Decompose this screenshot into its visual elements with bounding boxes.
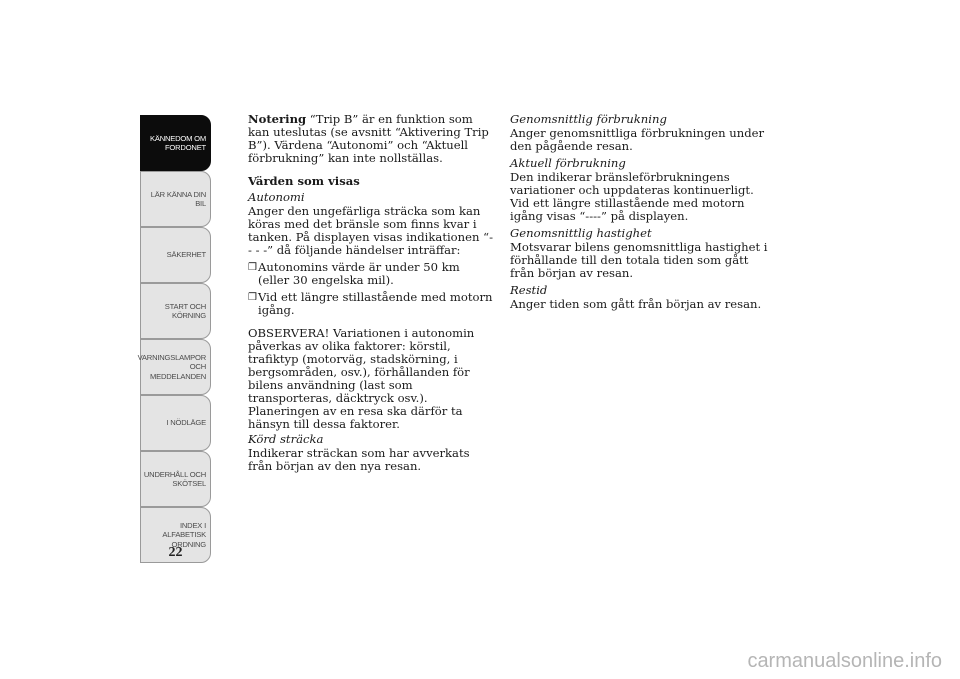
checkbox-bullet-icon: ❒ — [248, 262, 257, 273]
note-label: Notering — [248, 112, 307, 126]
tab-label: LÄR KÄNNA DIN BIL — [150, 189, 206, 208]
tab-label: UNDERHÅLL OCH SKÖTSEL — [143, 469, 206, 488]
list-item — [248, 261, 494, 287]
note-paragraph — [248, 113, 494, 165]
section-heading: Värden som visas — [248, 174, 360, 188]
tab-sakerhet[interactable] — [140, 227, 211, 283]
item-title: Aktuell förbrukning — [510, 156, 626, 170]
right-column — [510, 113, 772, 315]
kord-stracka-title: Körd sträcka — [248, 432, 324, 446]
bullet-text: Autonomins värde är under 50 km (eller 30 engelska mil). — [258, 260, 460, 287]
page-number: 22 — [168, 545, 183, 560]
kord-stracka-text: Indikerar sträckan som har avverkats från början av den nya resan. — [248, 446, 470, 473]
observera-text: OBSERVERA! Variationen i autonomin påverkas av olika faktorer: körstil, trafiktyp (motorväg, stadskörning, i bergsområden, osv.), förhållanden för bilens användning (last som transporteras, däcktryck osv.). Planeringen av en resa ska därför ta hänsyn till dessa faktorer. — [248, 326, 475, 431]
list-item — [248, 291, 494, 317]
checkbox-bullet-icon: ❒ — [248, 292, 257, 303]
tab-label: I NÖDLÄGE — [166, 418, 206, 428]
chapter-tabs — [137, 115, 211, 563]
item-text: Anger tiden som gått från början av resan. — [510, 297, 762, 311]
note-text: “Trip B” är en funktion som kan uteslutas (se avsnitt “Aktivering Trip B”). Värdena “Autonomi” och “Aktuell förbrukning” kan inte nollställas. — [248, 112, 489, 165]
tab-label: SÄKERHET — [166, 250, 206, 260]
tab-label: KÄNNEDOM OM FORDONET — [149, 133, 206, 152]
tab-varningslampor[interactable] — [137, 339, 211, 395]
tab-label: VARNINGSLAMPOR OCH MEDDELANDEN — [137, 352, 206, 381]
item-text: Motsvarar bilens genomsnittliga hastighet i förhållande till den totala tiden som gått från början av resan. — [510, 240, 768, 280]
tab-i-nodlage[interactable] — [140, 395, 211, 451]
tab-lar-kanna-din-bil[interactable] — [140, 171, 211, 227]
tab-start-och-korning[interactable] — [140, 283, 211, 339]
autonomi-title: Autonomi — [248, 190, 305, 204]
tab-label: START OCH KÖRNING — [164, 301, 206, 320]
tab-kannedom-om-fordonet[interactable] — [140, 115, 211, 171]
watermark: carmanualsonline.info — [747, 650, 942, 672]
tab-label: INDEX I ALFABETISK ORDNING — [162, 520, 206, 549]
tab-underhall-och-skotsel[interactable] — [140, 451, 211, 507]
item-text: Anger genomsnittliga förbrukningen under den pågående resan. — [510, 126, 765, 153]
item-text: Den indikerar bränsleförbrukningens variationer och uppdateras kontinuerligt. Vid ett längre stillastående med motorn igång visas “----” på displayen. — [510, 170, 754, 223]
left-column — [248, 113, 494, 473]
item-title: Genomsnittlig hastighet — [510, 226, 652, 240]
autonomi-text: Anger den ungefärliga sträcka som kan köras med det bränsle som finns kvar i tanken. På displayen visas indikationen “- - - -” då följande händelser inträffar: — [248, 204, 493, 257]
item-title: Genomsnittlig förbrukning — [510, 112, 667, 126]
item-title: Restid — [510, 283, 548, 297]
bullet-text: Vid ett längre stillastående med motorn igång. — [258, 290, 493, 317]
